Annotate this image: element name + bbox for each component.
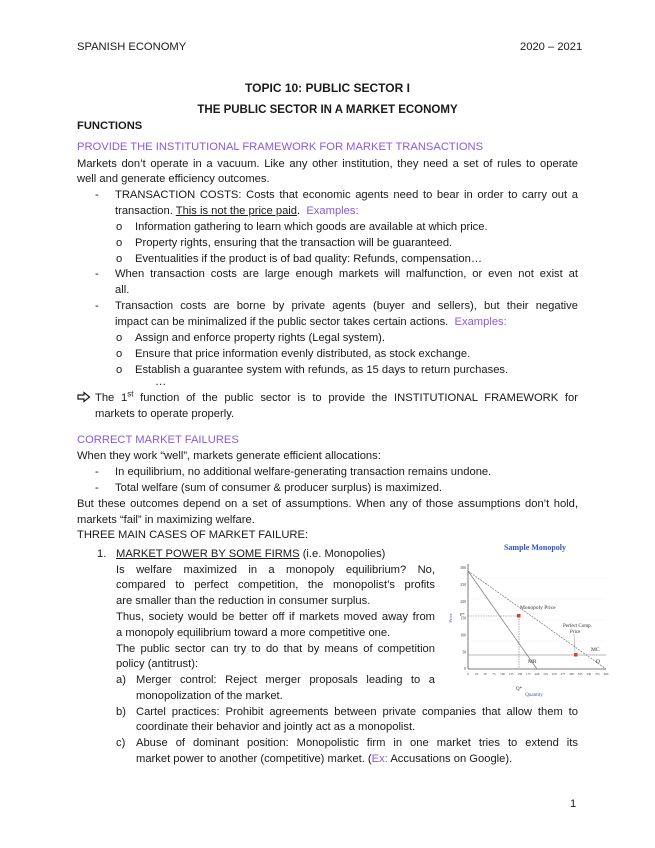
- arrow-icon: [77, 391, 91, 407]
- monopoly-chart: [446, 538, 612, 698]
- monopoly-p3-line1: The public sector can try to do that by means of competition: [116, 643, 435, 655]
- section1-intro-line1: Markets don’t operate in a vacuum. Like any other institution, they need a set of rules to operate: [77, 158, 578, 170]
- merger-control-line1: Merger control: Reject merger proposals leading to a: [136, 674, 435, 686]
- y-axis-label: Price: [448, 613, 453, 623]
- monopoly-point: [517, 614, 521, 618]
- section1-intro-line2: well and generate efficiency outcomes.: [77, 173, 270, 185]
- x-tick-label: 25: [475, 672, 479, 676]
- section2-intro: When they work “well”, markets generate efficient allocations:: [77, 450, 381, 462]
- monopoly-p1-line1: Is welfare maximized in a monopoly equilibrium? No,: [116, 564, 435, 576]
- annotation-perfect-comp: Perfect Comp.: [563, 624, 592, 629]
- example-guarantee: Establish a guarantee system with refunds, as 15 days to return purchases.: [135, 364, 509, 376]
- examples-label: Examples:: [454, 316, 507, 328]
- chart-title: Sample Monopoly: [503, 543, 567, 552]
- functions-heading: FUNCTIONS: [77, 120, 143, 132]
- annotation-monopoly-price: Monopoly Price: [520, 605, 556, 611]
- y-tick-label: 150: [460, 616, 466, 621]
- three-cases-heading: THREE MAIN CASES OF MARKET FAILURE:: [77, 529, 309, 541]
- efficiency-bullet-2: Total welfare (sum of consumer & producer surplus) is maximized.: [115, 482, 443, 494]
- label-p-star: P*: [460, 612, 465, 617]
- malfunction-line1: When transaction costs are large enough markets will malfunction, or even not exist at: [115, 268, 578, 280]
- examples-label: Examples:: [306, 205, 359, 217]
- x-tick-label: 325: [577, 672, 583, 676]
- abuse-line1: Abuse of dominant position: Monopolistic firm in one market tries to extend its: [136, 737, 578, 749]
- y-tick-label: 200: [460, 599, 466, 604]
- market-power-heading: MARKET POWER BY SOME FIRMS (i.e. Monopolies): [116, 548, 386, 560]
- ex-label: Ex:: [371, 753, 388, 765]
- x-tick-label: 125: [508, 672, 514, 676]
- x-tick-label: 150: [517, 672, 523, 676]
- circle-bullet: o: [116, 332, 123, 344]
- example-assign-rights: Assign and enforce property rights (Legal system).: [135, 332, 385, 344]
- borne-line1: Transaction costs are borne by private agents (buyer and sellers), but their negative: [115, 300, 578, 312]
- malfunction-line2: all.: [115, 284, 130, 296]
- conclusion-line1: The 1st function of the public sector is to provide the INSTITUTIONAL FRAMEWORK for: [95, 389, 578, 404]
- x-tick-label: 75: [492, 672, 496, 676]
- conclusion-line2: markets to operate properly.: [95, 408, 235, 420]
- section2-heading: CORRECT MARKET FAILURES: [77, 434, 239, 446]
- cartel-line2: coordinate their behavior and jointly act as a monopolist.: [136, 721, 416, 733]
- transaction-costs-line1: TRANSACTION COSTS: Costs that economic agents need to bear in order to carry out a: [115, 189, 578, 201]
- label-mr: MR: [528, 659, 537, 665]
- cartel-line1: Cartel practices: Prohibit agreements between private companies that allow them to: [136, 706, 578, 718]
- borne-line2: impact can be minimalized if the public sector takes certain actions. Examples:: [115, 316, 507, 328]
- y-tick-label: 0: [464, 667, 466, 672]
- ellipsis: …: [155, 376, 167, 388]
- x-tick-label: 50: [483, 672, 487, 676]
- x-tick-label: 100: [500, 672, 505, 676]
- x-tick-label: 350: [586, 672, 592, 676]
- list-number-1: 1.: [97, 548, 107, 560]
- abuse-line2: market power to another (competitive) market. (Ex: Accusations on Google).: [136, 753, 513, 765]
- efficiency-bullet-1: In equilibrium, no additional welfare-generating transaction remains undone.: [115, 466, 492, 478]
- example-eventualities: Eventualities if the product is of bad quality: Refunds, compensation…: [135, 253, 483, 265]
- page-subtitle: THE PUBLIC SECTOR IN A MARKET ECONOMY: [197, 104, 458, 116]
- circle-bullet: o: [116, 253, 123, 265]
- competitive-point: [574, 653, 578, 657]
- label-d: D: [596, 659, 600, 665]
- y-tick-label: 50: [462, 650, 466, 655]
- dash-bullet: -: [95, 466, 99, 478]
- x-tick-label: 200: [534, 672, 540, 676]
- y-tick-label: 250: [460, 583, 466, 588]
- x-tick-label: 400: [603, 672, 609, 676]
- assumptions-line2: markets “fail” in maximizing welfare.: [77, 514, 255, 526]
- monopoly-p3-line2: policy (antitrust):: [116, 658, 199, 670]
- monopoly-p1-line2: compared to perfect competition, the monopolist’s profits: [116, 579, 435, 591]
- section1-heading: PROVIDE THE INSTITUTIONAL FRAMEWORK FOR MARKET TRANSACTIONS: [77, 141, 484, 153]
- annotation-price: Price: [570, 630, 581, 635]
- sub-label-b: b): [116, 706, 126, 718]
- x-tick-label: 0: [467, 672, 469, 676]
- dash-bullet: -: [95, 482, 99, 494]
- label-mc: MC: [591, 647, 600, 653]
- header-year: 2020 – 2021: [520, 41, 583, 53]
- circle-bullet: o: [116, 221, 123, 233]
- sub-label-a: a): [116, 674, 126, 686]
- y-tick-label: 100: [460, 633, 466, 638]
- x-tick-label: 250: [551, 672, 557, 676]
- x-axis-label: Quantity: [525, 693, 543, 698]
- monopoly-p2-line1: Thus, society would be better off if markets moved away from: [116, 611, 435, 623]
- merger-control-line2: monopolization of the market.: [136, 690, 283, 702]
- dash-bullet: -: [95, 268, 99, 280]
- circle-bullet: o: [116, 364, 123, 376]
- transaction-costs-line2: transaction. This is not the price paid. Examples:: [115, 205, 359, 217]
- example-price-info: Ensure that price information evenly distributed, as stock exchange.: [135, 348, 471, 360]
- page-title: TOPIC 10: PUBLIC SECTOR I: [245, 81, 410, 95]
- page-number: 1: [570, 798, 577, 810]
- circle-bullet: o: [116, 348, 123, 360]
- circle-bullet: o: [116, 237, 123, 249]
- dash-bullet: -: [95, 189, 99, 201]
- sub-label-c: c): [116, 737, 126, 749]
- x-tick-label: 225: [543, 672, 549, 676]
- x-tick-label: 375: [594, 672, 600, 676]
- x-tick-label: 175: [525, 672, 531, 676]
- y-tick-label: 300: [460, 566, 466, 571]
- example-info-gathering: Information gathering to learn which goods are available at which price.: [135, 221, 488, 233]
- x-tick-label: 300: [569, 672, 574, 676]
- label-q-star: Q*: [516, 687, 523, 692]
- dash-bullet: -: [95, 300, 99, 312]
- monopoly-p2-line2: a monopoly equilibrium toward a more competitive one.: [116, 627, 391, 639]
- assumptions-line1: But these outcomes depend on a set of assumptions. When any of those assumptions don’t hold,: [77, 498, 578, 510]
- monopoly-p1-line3: are smaller than the reduction in consumer surplus.: [116, 595, 371, 607]
- header-course: SPANISH ECONOMY: [77, 41, 187, 53]
- example-property-rights: Property rights, ensuring that the transaction will be guaranteed.: [135, 237, 453, 249]
- x-tick-label: 275: [560, 672, 566, 676]
